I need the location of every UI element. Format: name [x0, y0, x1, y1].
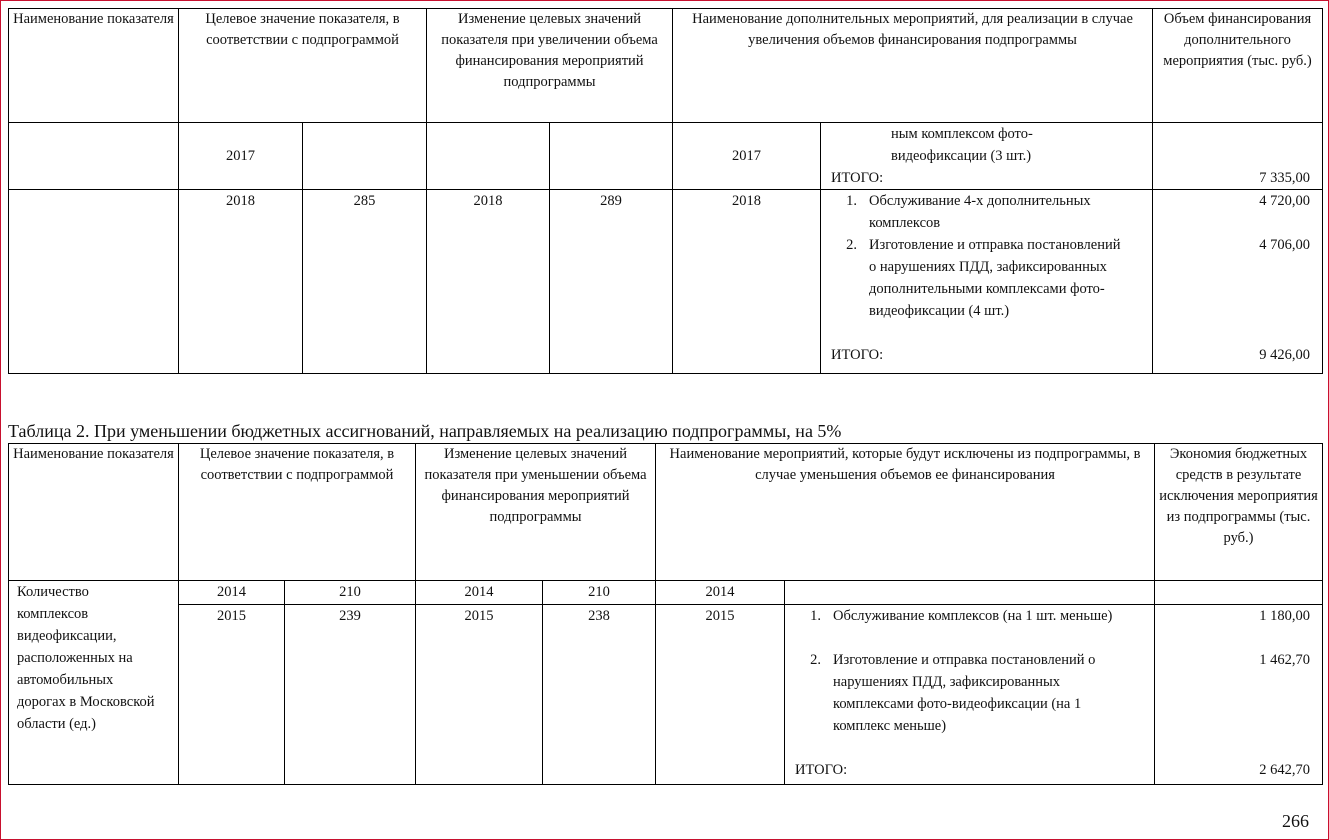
itogo-value: 2 642,70: [1259, 762, 1311, 778]
year-cell: 2018: [673, 190, 821, 374]
year-cell: 2018: [427, 190, 550, 374]
value-cell: 210: [543, 581, 656, 605]
events-cell: [785, 605, 1155, 785]
cell-empty: [550, 123, 673, 190]
value-cell: 289: [550, 190, 673, 374]
year-cell: 2014: [416, 581, 543, 605]
header-excluded-events: Наименование мероприятий, которые будут исключены из подпрограммы, в случае уменьшения объемов ее финансирования: [656, 444, 1155, 581]
item-text: Изготовление и отправка постановлений о нарушениях ПДД, зафиксированных дополнительными комплексами фото-видеофиксации (4 шт.): [869, 237, 1121, 319]
cell-empty: [1155, 581, 1323, 605]
item-number: 1.: [810, 608, 822, 624]
value-cell: 238: [543, 605, 656, 785]
year-cell: 2017: [673, 123, 821, 190]
header-indicator-name: Наименование показателя: [9, 9, 179, 123]
page-number: 266: [1282, 811, 1309, 831]
itogo-value: 7 335,00: [1153, 123, 1323, 190]
item-number: 2.: [810, 652, 822, 668]
header-target-value: Целевое значение показателя, в соответствии с подпрограммой: [179, 444, 416, 581]
cell-empty: [9, 190, 179, 374]
value-cell: 210: [285, 581, 416, 605]
list-item: [789, 649, 1126, 759]
event-text: ным комплексом фото-видеофиксации (3 шт.): [891, 126, 1033, 164]
values-cell: [1153, 190, 1323, 374]
item-value: 4 706,00: [1259, 237, 1311, 253]
itogo-label: ИТОГО:: [795, 762, 848, 778]
year-cell: 2017: [179, 123, 303, 190]
year-cell: 2015: [416, 605, 543, 785]
header-target-value: Целевое значение показателя, в соответствии с подпрограммой: [179, 9, 427, 123]
item-text: Изготовление и отправка постановлений о нарушениях ПДД, зафиксированных комплексами фото-видеофиксации (на 1 комплекс меньше): [833, 652, 1096, 734]
header-indicator-name: Наименование показателя: [9, 444, 179, 581]
table-2: [8, 443, 1323, 785]
value-cell: 239: [285, 605, 416, 785]
cell-empty: [303, 123, 427, 190]
year-cell: 2014: [179, 581, 285, 605]
table-2-caption: Таблица 2. При уменьшении бюджетных ассигнований, направляемых на реализацию подпрограммы, на 5%: [8, 421, 842, 441]
itogo-label: ИТОГО:: [831, 170, 884, 186]
list-item: [825, 234, 1128, 344]
header-target-change: Изменение целевых значений показателя при увеличении объема финансирования мероприятий подпрограммы: [427, 9, 673, 123]
list-item: [789, 605, 1126, 649]
itogo-value: 9 426,00: [1259, 347, 1311, 363]
year-cell: 2018: [179, 190, 303, 374]
header-target-change: Изменение целевых значений показателя при уменьшении объема финансирования мероприятий подпрограммы: [416, 444, 656, 581]
events-cell: [821, 123, 1153, 190]
list-item: [825, 190, 1128, 234]
cell-empty: [427, 123, 550, 190]
item-value: 4 720,00: [1259, 193, 1311, 209]
table-1: [8, 8, 1323, 374]
header-additional-events: Наименование дополнительных мероприятий, для реализации в случае увеличения объемов финансирования подпрограммы: [673, 9, 1153, 123]
item-text: Обслуживание комплексов (на 1 шт. меньше): [833, 608, 1113, 624]
year-cell: 2015: [656, 605, 785, 785]
item-value: 1 180,00: [1259, 608, 1311, 624]
events-cell: [821, 190, 1153, 374]
header-financing-volume: Объем финансирования дополнительного мероприятия (тыс. руб.): [1153, 9, 1323, 123]
itogo-label: ИТОГО:: [831, 347, 884, 363]
cell-empty: [785, 581, 1155, 605]
indicator-name: Количество комплексов видеофиксации, расположенных на автомобильных дорогах в Московской области (ед.): [9, 581, 179, 785]
item-number: 2.: [846, 237, 858, 253]
item-number: 1.: [846, 193, 858, 209]
value-cell: 285: [303, 190, 427, 374]
item-text: Обслуживание 4-х дополнительных комплексов: [869, 193, 1091, 231]
values-cell: [1155, 605, 1323, 785]
year-cell: 2014: [656, 581, 785, 605]
item-value: 1 462,70: [1259, 652, 1311, 668]
header-budget-economy: Экономия бюджетных средств в результате исключения мероприятия из подпрограммы (тыс. руб.): [1155, 444, 1323, 581]
year-cell: 2015: [179, 605, 285, 785]
cell-empty: [9, 123, 179, 190]
